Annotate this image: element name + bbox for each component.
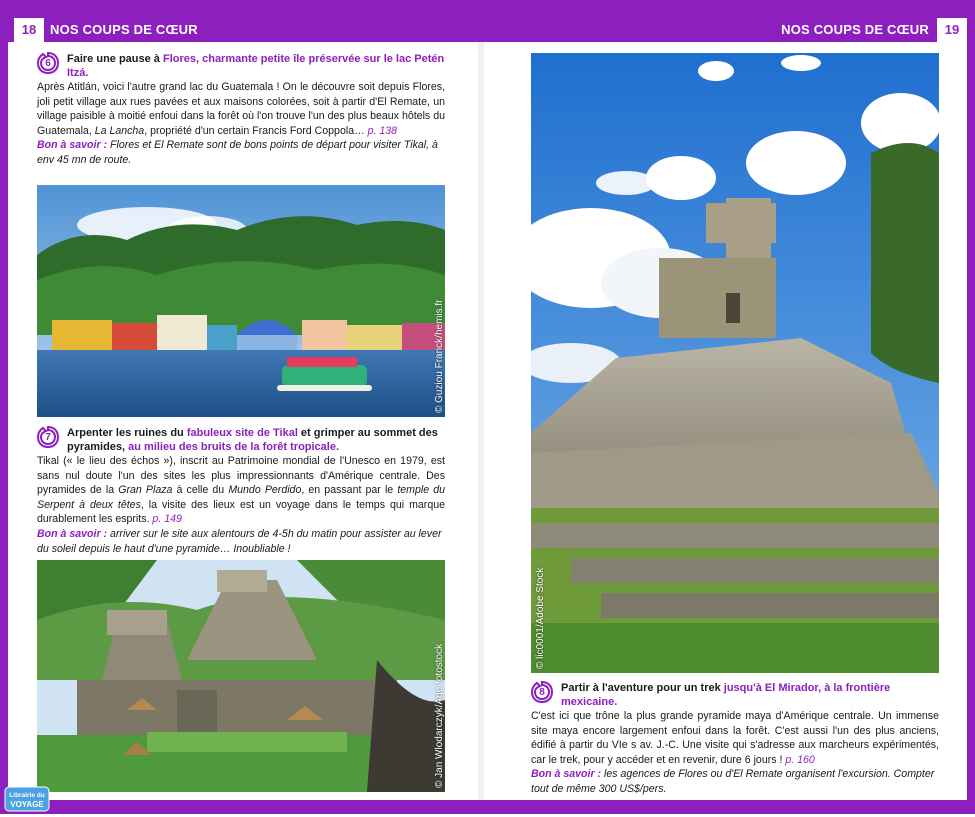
entry-7-heading: 7 Arpenter les ruines du fabuleux site de Tikal et grimper au sommet des pyramides, au milieu des bruits de la forêt tropicale. bbox=[37, 426, 445, 454]
right-band bbox=[967, 0, 975, 814]
photo-credit: © Jan Wlodarczyk/Age fotostock bbox=[434, 643, 445, 788]
entry-8 bbox=[531, 681, 939, 797]
entry-6-tip: Bon à savoir : Flores et El Remate sont de bons points de départ pour visiter Tikal, à env 45 mn de route. bbox=[37, 139, 438, 166]
page-reference-link[interactable]: p. 160 bbox=[785, 753, 815, 766]
page-reference-link[interactable]: p. 138 bbox=[367, 124, 398, 137]
left-band bbox=[0, 0, 8, 814]
number-badge-icon: 7 bbox=[37, 426, 59, 448]
page-number-left: 18 bbox=[14, 18, 44, 42]
entry-6-body: Après Atitlán, voici l'autre grand lac du Guatemala ! On le découvre soit depuis Flores, joli petit village aux rues pavées et aux maisons colorées, soit à partir d'El Remate, un village paisible à moitié enfoui dans la forêt où l'on trouve l'un des plus beaux hôtels du Guatemala, La Lancha, propriété d'un certain Francis Ford Coppola… p. 138 bbox=[37, 81, 445, 137]
entry-7 bbox=[37, 426, 445, 556]
photo-maya-pyramid bbox=[531, 53, 939, 673]
bottom-band bbox=[0, 800, 975, 814]
publisher-logo bbox=[4, 786, 50, 812]
entry-8-heading: 8 Partir à l'aventure pour un trek jusqu'à El Mirador, à la frontière mexicaine. bbox=[531, 681, 939, 709]
photo-flores-island bbox=[37, 185, 445, 417]
page-number-right: 19 bbox=[937, 18, 967, 42]
running-title-right: NOS COUPS DE CŒUR bbox=[781, 22, 929, 37]
entry-8-body: C'est ici que trône la plus grande pyramide maya d'Amérique centrale. Un immense site maya encore largement enfoui dans la forêt. C'est aussi l'un des plus anciens, édifié à partir du VIe s av. J.-C. Une visite qui s'adresse aux marcheurs expérimentés, car le trek, pour y accéder et en revenir, dure 6 jours ! p. 160 bbox=[531, 710, 939, 766]
entry-7-body: Tikal (« le lieu des échos »), inscrit au Patrimoine mondial de l'Unesco en 1979, est sans nul doute l'un des sites les plus impressionnants d'Amérique centrale. Des pyramides de la Gran Plaza à celle du Mundo Perdido, en passant par le temple du Serpent à deux têtes, la visite des lieux est un voyage dans le temps qui marque durablement les esprits. p. 149 bbox=[37, 455, 446, 526]
svg-text:Librairie du: Librairie du bbox=[9, 792, 45, 799]
number-badge-icon: 6 bbox=[37, 52, 59, 74]
page-reference-link[interactable]: p. 149 bbox=[152, 513, 182, 526]
entry-8-tip: Bon à savoir : les agences de Flores ou d'El Remate organisent l'excursion. Compter tout de même 300 US$/pers. bbox=[531, 768, 935, 795]
photo-credit: © lic0001/Adobe Stock bbox=[535, 567, 546, 669]
entry-6 bbox=[37, 52, 445, 168]
running-title-left: NOS COUPS DE CŒUR bbox=[50, 22, 198, 37]
svg-text:VOYAGE: VOYAGE bbox=[10, 800, 44, 809]
number-badge-icon: 8 bbox=[531, 681, 553, 703]
photo-credit: © Guziou Franck/hemis.fr bbox=[434, 299, 445, 413]
entry-7-tip: Bon à savoir : arriver sur le site aux alentours de 4-5h du matin pour assister au lever du soleil depuis le haut d'une pyramide… Inoubliable ! bbox=[37, 527, 442, 555]
photo-tikal-ruins bbox=[37, 560, 445, 792]
entry-6-heading: 6 Faire une pause à Flores, charmante petite île préservée sur le lac Petén Itzá. bbox=[37, 52, 445, 80]
